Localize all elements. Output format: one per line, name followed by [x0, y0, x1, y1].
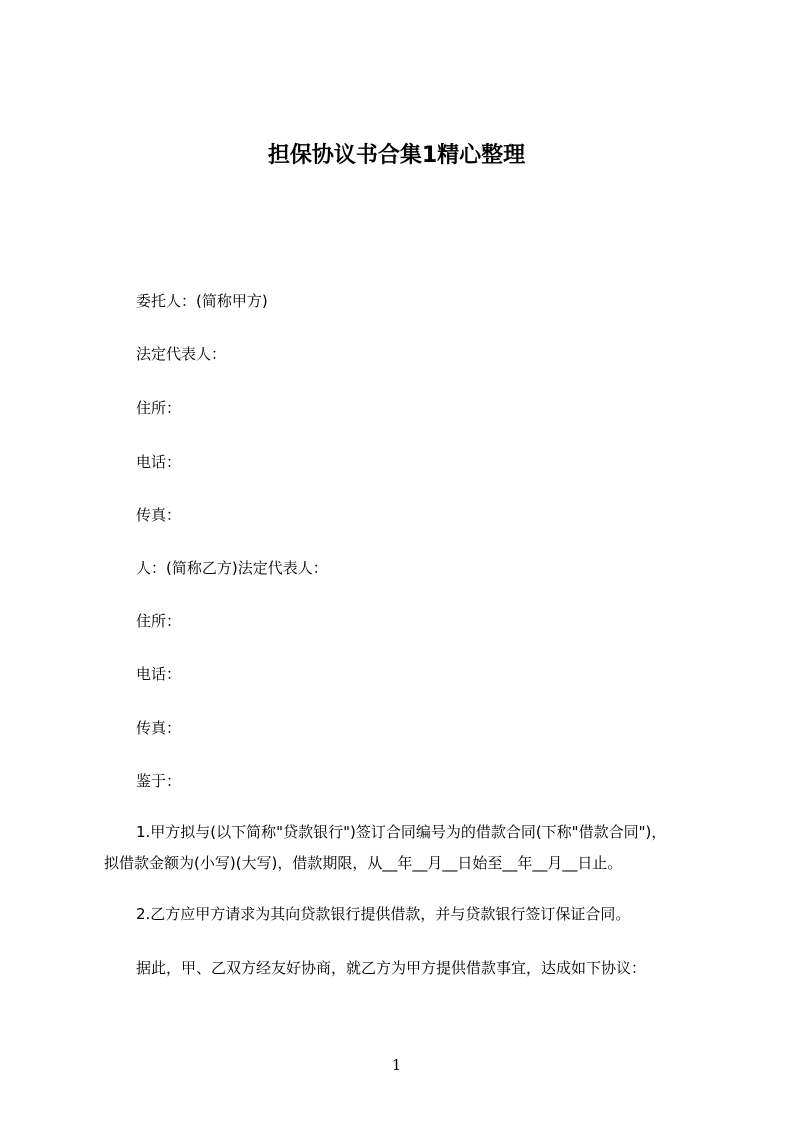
- paragraph-address-b: 住所：: [136, 612, 182, 630]
- paragraph-legal-rep-a: 法定代表人：: [136, 345, 227, 363]
- paragraph-phone-a: 电话：: [136, 453, 182, 471]
- paragraph-fax-a: 传真：: [136, 506, 182, 524]
- document-title: 担保协议书合集1精心整理: [267, 143, 526, 168]
- paragraph-conclusion: 据此，甲、乙双方经友好协商，就乙方为甲方提供借款事宜，达成如下协议：: [136, 959, 647, 977]
- paragraph-fax-b: 传真：: [136, 719, 182, 737]
- paragraph-party-b: 人：(简称乙方)法定代表人：: [136, 559, 328, 577]
- paragraph-address-a: 住所：: [136, 399, 182, 417]
- clause-1-line-2: 拟借款金额为(小写)(大写)，借款期限，从__年__月__日始至__年__月__日止。: [104, 854, 623, 872]
- page-number: 1: [391, 1056, 402, 1074]
- clause-2: 2.乙方应甲方请求为其向贷款银行提供借款，并与贷款银行签订保证合同。: [136, 905, 631, 923]
- paragraph-whereas: 鉴于：: [136, 772, 182, 790]
- paragraph-principal: 委托人：(简称甲方): [136, 292, 268, 310]
- clause-1-line-1: 1.甲方拟与(以下简称"贷款银行")签订合同编号为的借款合同(下称"借款合同")，: [136, 823, 667, 841]
- clause-1: [104, 817, 724, 879]
- paragraph-phone-b: 电话：: [136, 665, 182, 683]
